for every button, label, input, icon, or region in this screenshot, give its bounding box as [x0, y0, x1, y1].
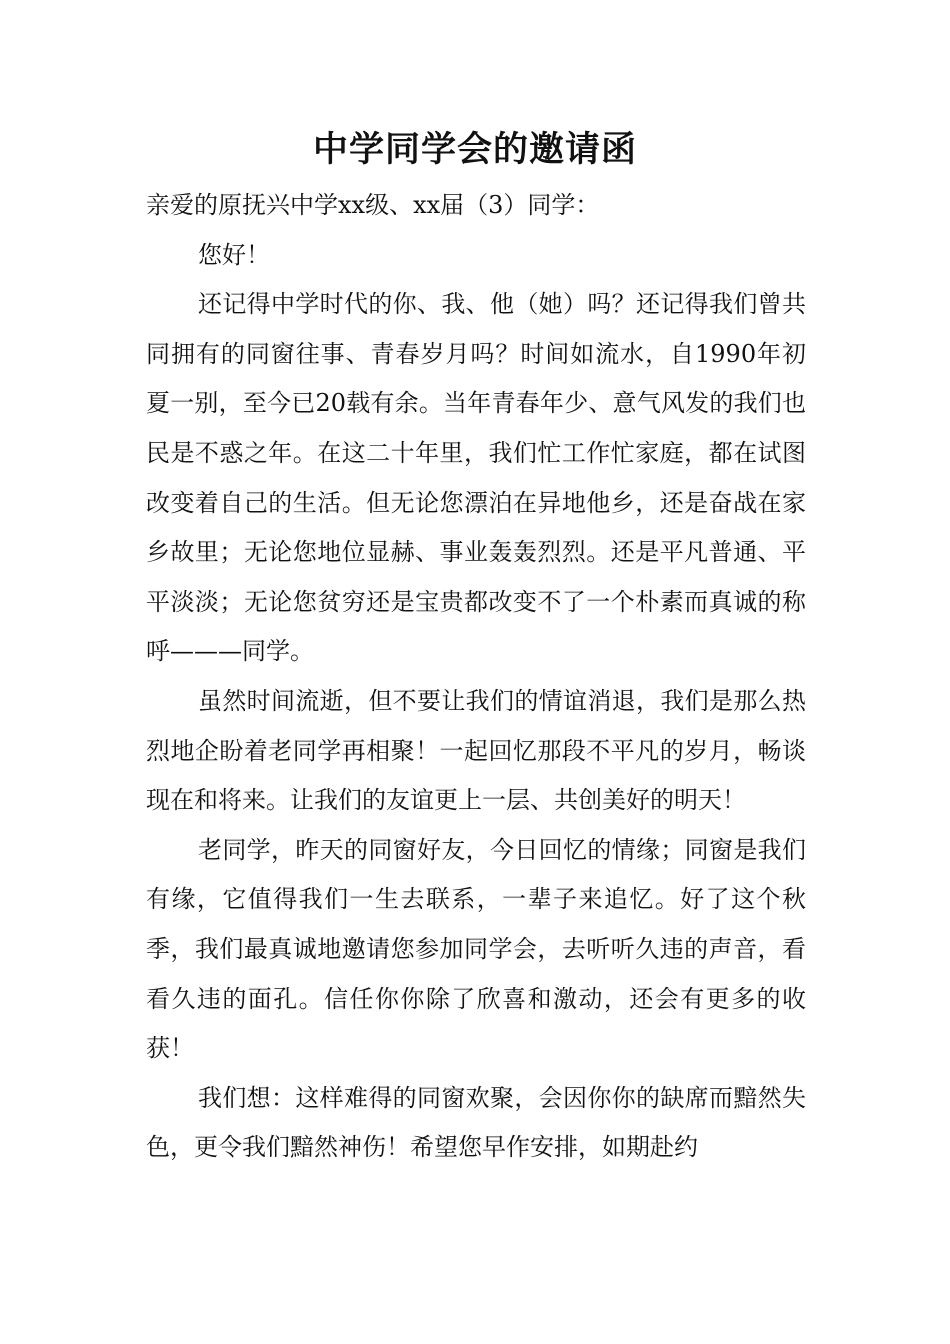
- paragraph-friendship: 虽然时间流逝，但不要让我们的情谊消退，我们是那么热烈地企盼着老同学再相聚！一起回忆那段不平凡的岁月，畅谈现在和将来。让我们的友谊更上一层、共创美好的明天！: [146, 686, 806, 815]
- document-title: 中学同学会的邀请函: [312, 130, 637, 170]
- document-body: [146, 181, 806, 1173]
- greeting-line: 您好！: [198, 240, 270, 269]
- paragraph-memories: 还记得中学时代的你、我、他（她）吗？还记得我们曾共同拥有的同窗往事、青春岁月吗？时间如流水，自1990年初夏一别，至今已20载有余。当年青春年少、意气风发的我们也民是不惑之年。在这二十年里，我们忙工作忙家庭，都在试图改变着自己的生活。但无论您漂泊在异地他乡，还是奋战在家乡故里；无论您地位显赫、事业轰轰烈烈。还是平凡普通、平平淡淡；无论您贫穷还是宝贵都改变不了一个朴素而真诚的称呼———同学。: [146, 290, 806, 666]
- paragraph-invitation: 老同学，昨天的同窗好友，今日回忆的情缘；同窗是我们有缘，它值得我们一生去联系，一辈子来追忆。好了这个秋季，我们最真诚地邀请您参加同学会，去听听久违的声音，看看久违的面孔。信任你你除了欣喜和激动，还会有更多的收获！: [146, 835, 806, 1063]
- salutation-line: 亲爱的原抚兴中学xx级、xx届（3）同学：: [146, 191, 600, 219]
- paragraph-request: 我们想：这样难得的同窗欢聚，会因你你的缺席而黯然失色，更令我们黯然神伤！希望您早作安排，如期赴约: [146, 1083, 806, 1162]
